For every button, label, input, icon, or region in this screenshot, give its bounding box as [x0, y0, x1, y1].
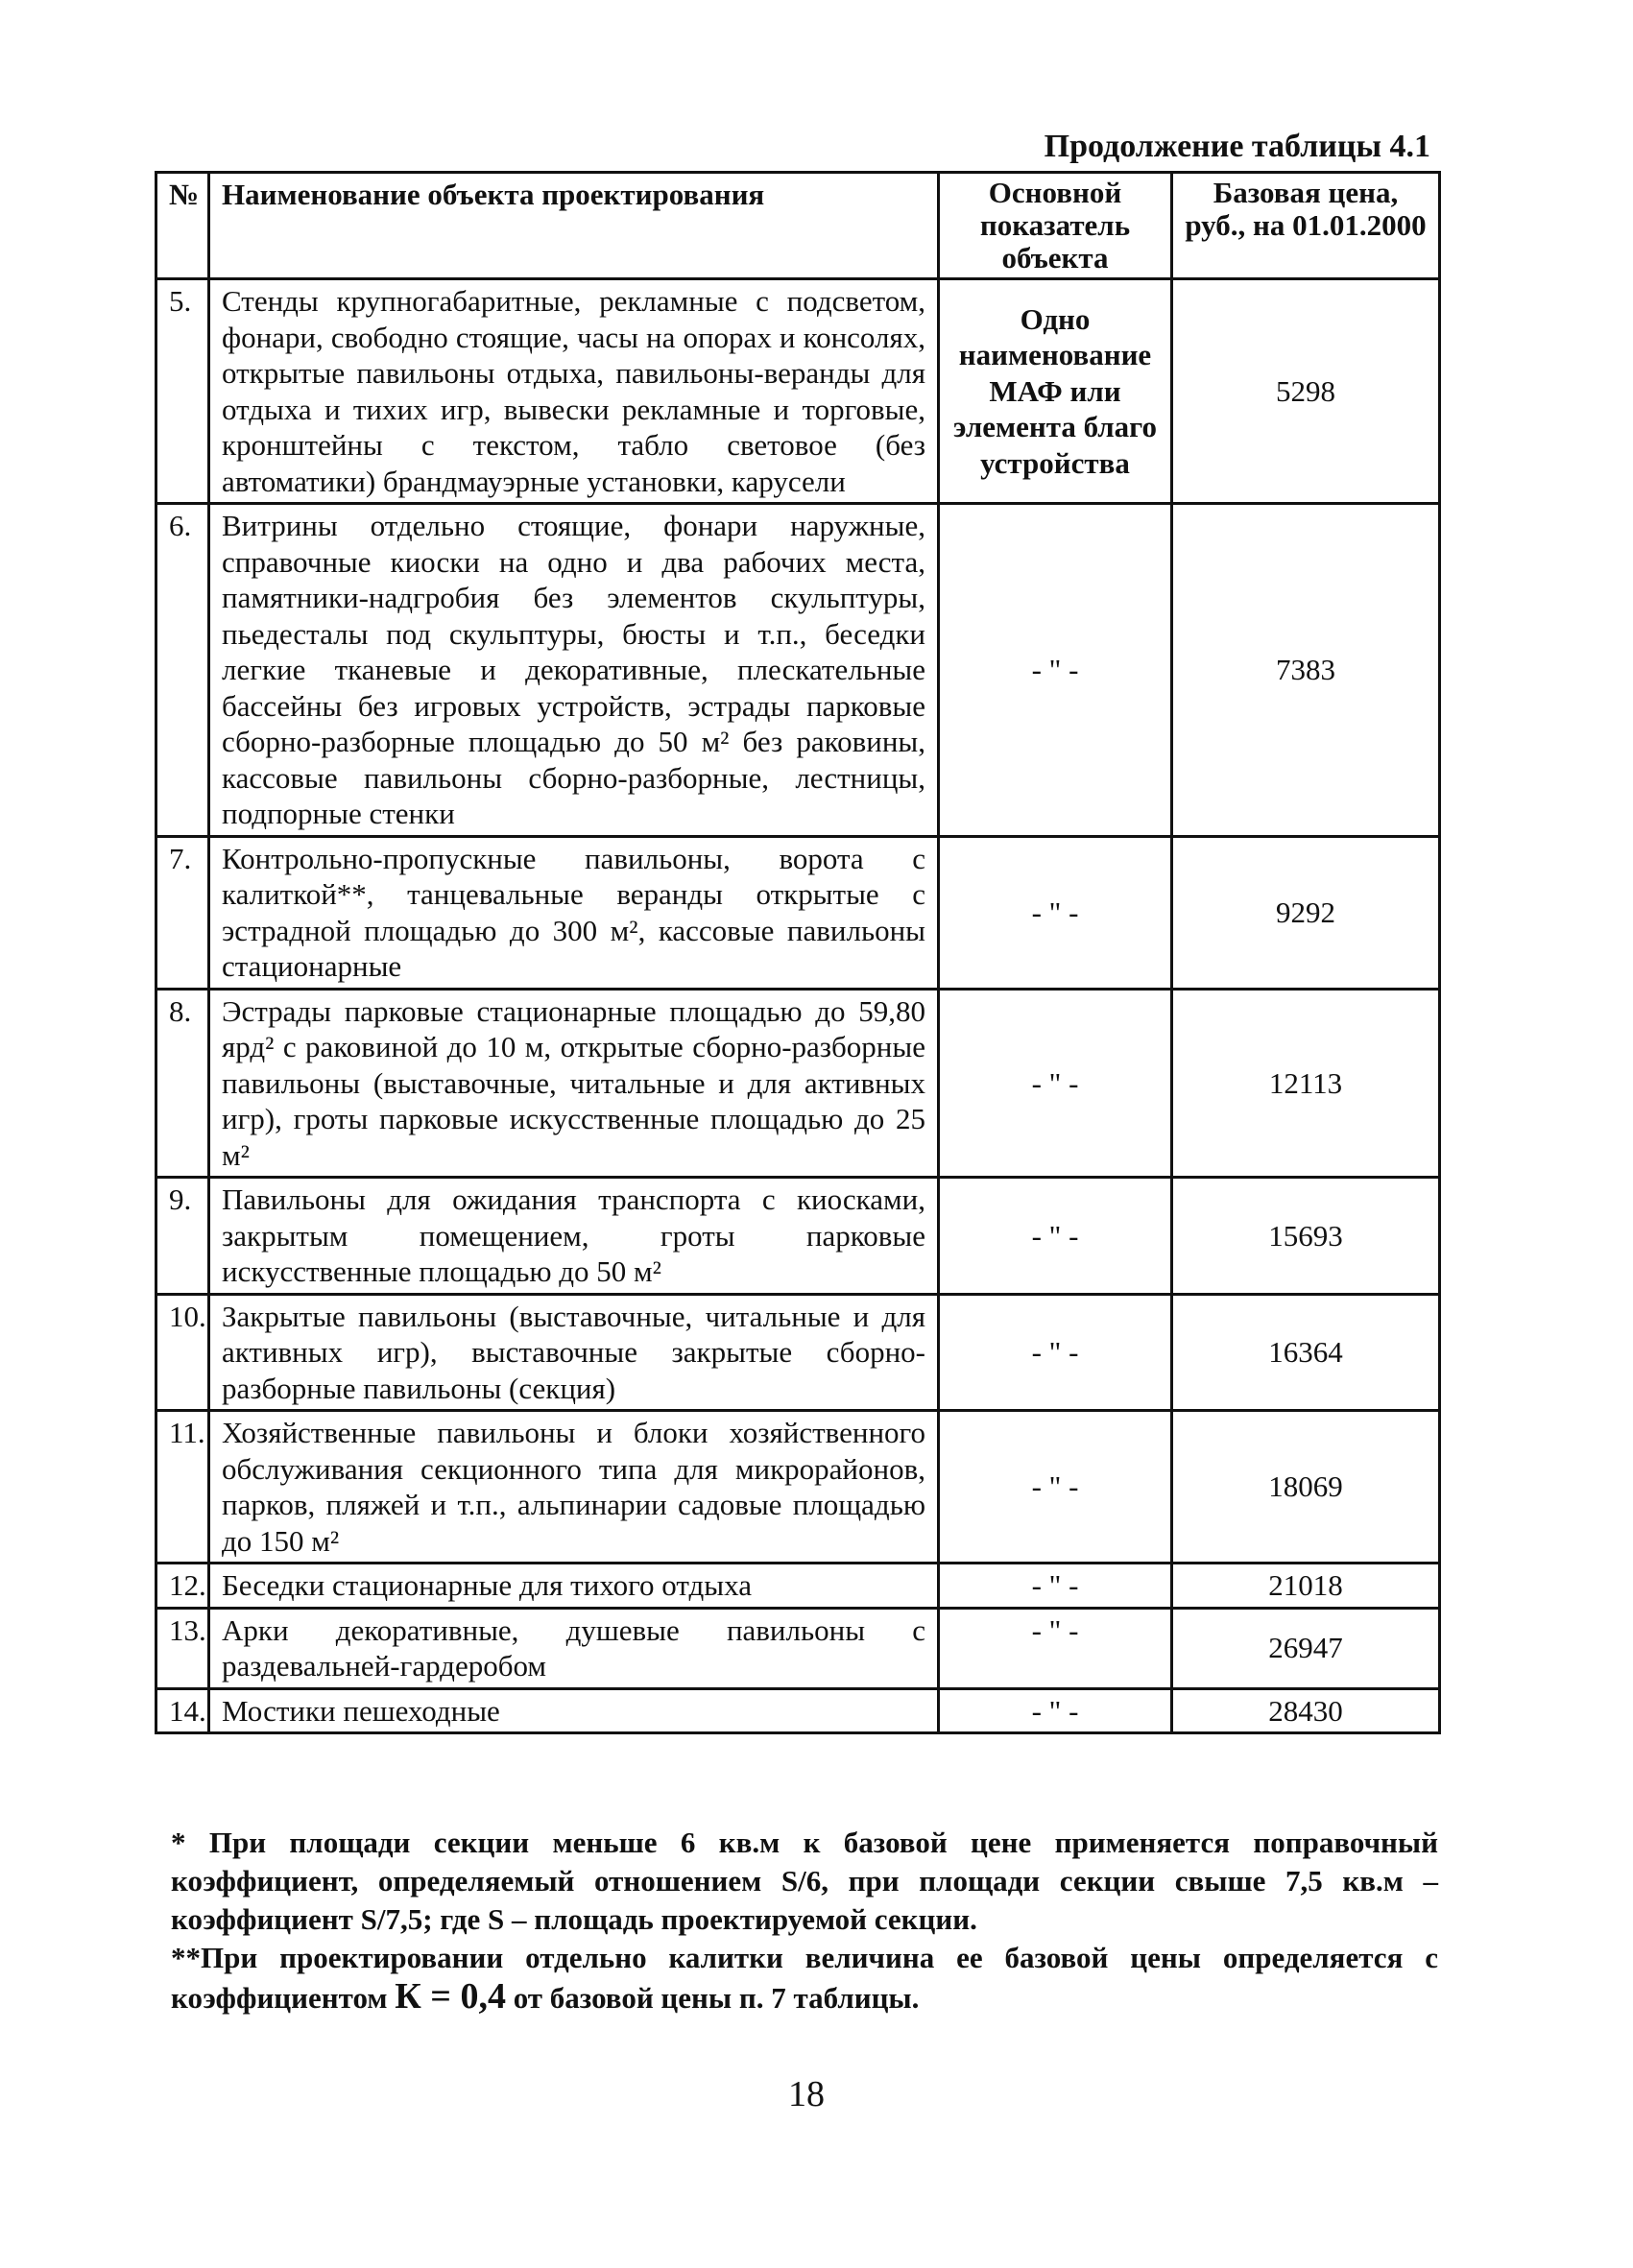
table-row: [156, 1178, 1440, 1295]
row-price: 15693: [1172, 1178, 1440, 1295]
table-row: [156, 1564, 1440, 1609]
row-price: 28430: [1172, 1688, 1440, 1733]
row-price: 21018: [1172, 1564, 1440, 1609]
row-price: 9292: [1172, 836, 1440, 989]
row-name: Эстрады парковые стационарные площадью до 59,80 ярд² с раковиной до 10 м, открытые сборно-разборные павильоны (выставочные, читальные и для активных игр), гроты парковые искусственные площадью до 25 м²: [209, 989, 939, 1178]
row-name: Беседки стационарные для тихого отдыха: [209, 1564, 939, 1609]
table-row: [156, 1294, 1440, 1411]
row-indicator: - " -: [939, 1564, 1172, 1609]
row-name: Мостики пешеходные: [209, 1688, 939, 1733]
row-num: 8.: [156, 989, 209, 1178]
table-row: [156, 1608, 1440, 1688]
row-name: Арки декоративные, душевые павильоны с раздевальней-гардеробом: [209, 1608, 939, 1688]
row-price: 7383: [1172, 504, 1440, 837]
footnote-2-tail: от базовой цены п. 7 таблицы.: [513, 1981, 920, 2015]
price-table: [155, 171, 1441, 1734]
table-row: [156, 989, 1440, 1178]
table-row: [156, 1688, 1440, 1733]
footnote-2: [171, 1939, 1438, 2017]
footnotes: [171, 1824, 1438, 2017]
row-indicator: Одно наименование МАФ или элемента благо устройства: [939, 279, 1172, 504]
row-indicator: - " -: [939, 836, 1172, 989]
coefficient-k: К = 0,4: [395, 1976, 506, 2017]
header-name: Наименование объекта проектирования: [209, 173, 939, 279]
header-price: Базовая цена, руб., на 01.01.2000: [1172, 173, 1440, 279]
row-price: 5298: [1172, 279, 1440, 504]
table-row: [156, 279, 1440, 504]
table-row: [156, 836, 1440, 989]
row-indicator: - " -: [939, 1294, 1172, 1411]
table-header-row: [156, 173, 1440, 279]
row-num: 11.: [156, 1411, 209, 1564]
header-num: №: [156, 173, 209, 279]
row-indicator: - " -: [939, 989, 1172, 1178]
row-num: 14.: [156, 1688, 209, 1733]
row-num: 7.: [156, 836, 209, 989]
header-indicator: Основной показатель объекта: [939, 173, 1172, 279]
row-price: 16364: [1172, 1294, 1440, 1411]
footnote-2-text: **При проектировании отдельно калитки величина ее базовой цены определяется с коэффициентом: [171, 1941, 1438, 2015]
row-num: 9.: [156, 1178, 209, 1295]
table-row: [156, 1411, 1440, 1564]
table-caption: Продолжение таблицы 4.1: [1044, 129, 1430, 164]
footnote-1: * При площади секции меньше 6 кв.м к базовой цене применяется поправочный коэффициент, определяемый отношением S/6, при площади секции свыше 7,5 кв.м – коэффициент S/7,5; где S – площадь проектируемой секции.: [171, 1826, 1438, 1936]
row-indicator: - " -: [939, 1411, 1172, 1564]
row-indicator: - " -: [939, 504, 1172, 837]
row-num: 13.: [156, 1608, 209, 1688]
row-indicator: - " -: [939, 1608, 1172, 1688]
row-name: Витрины отдельно стоящие, фонари наружные, справочные киоски на одно и два рабочих места, памятники-надгробия без элементов скульптуры, пьедесталы под скульптуры, бюсты и т.п., беседки легкие тканевые и декоративные, плескательные бассейны без игровых устройств, эстрады парковые сборно-разборные площадью до 50 м² без раковины, кассовые павильоны сборно-разборные, лестницы, подпорные стенки: [209, 504, 939, 837]
row-num: 10.: [156, 1294, 209, 1411]
row-name: Контрольно-пропускные павильоны, ворота с калиткой**, танцевальные веранды открытые с эстрадной площадью до 300 м², кассовые павильоны стационарные: [209, 836, 939, 989]
row-indicator: - " -: [939, 1178, 1172, 1295]
row-num: 5.: [156, 279, 209, 504]
row-name: Павильоны для ожидания транспорта с киосками, закрытым помещением, гроты парковые искусственные площадью до 50 м²: [209, 1178, 939, 1295]
page-number: 18: [788, 2074, 825, 2114]
row-name: Стенды крупногабаритные, рекламные с подсветом, фонари, свободно стоящие, часы на опорах и консолях, открытые павильоны отдыха, павильоны-веранды для отдыха и тихих игр, вывески рекламные и торговые, кронштейны с текстом, табло световое (без автоматики) брандмауэрные установки, карусели: [209, 279, 939, 504]
row-num: 12.: [156, 1564, 209, 1609]
row-indicator: - " -: [939, 1688, 1172, 1733]
row-price: 12113: [1172, 989, 1440, 1178]
row-name: Хозяйственные павильоны и блоки хозяйственного обслуживания секционного типа для микрорайонов, парков, пляжей и т.п., альпинарии садовые площадью до 150 м²: [209, 1411, 939, 1564]
row-price: 18069: [1172, 1411, 1440, 1564]
table-row: [156, 504, 1440, 837]
row-num: 6.: [156, 504, 209, 837]
row-price: 26947: [1172, 1608, 1440, 1688]
row-name: Закрытые павильоны (выставочные, читальные и для активных игр), выставочные закрытые сборно-разборные павильоны (секция): [209, 1294, 939, 1411]
